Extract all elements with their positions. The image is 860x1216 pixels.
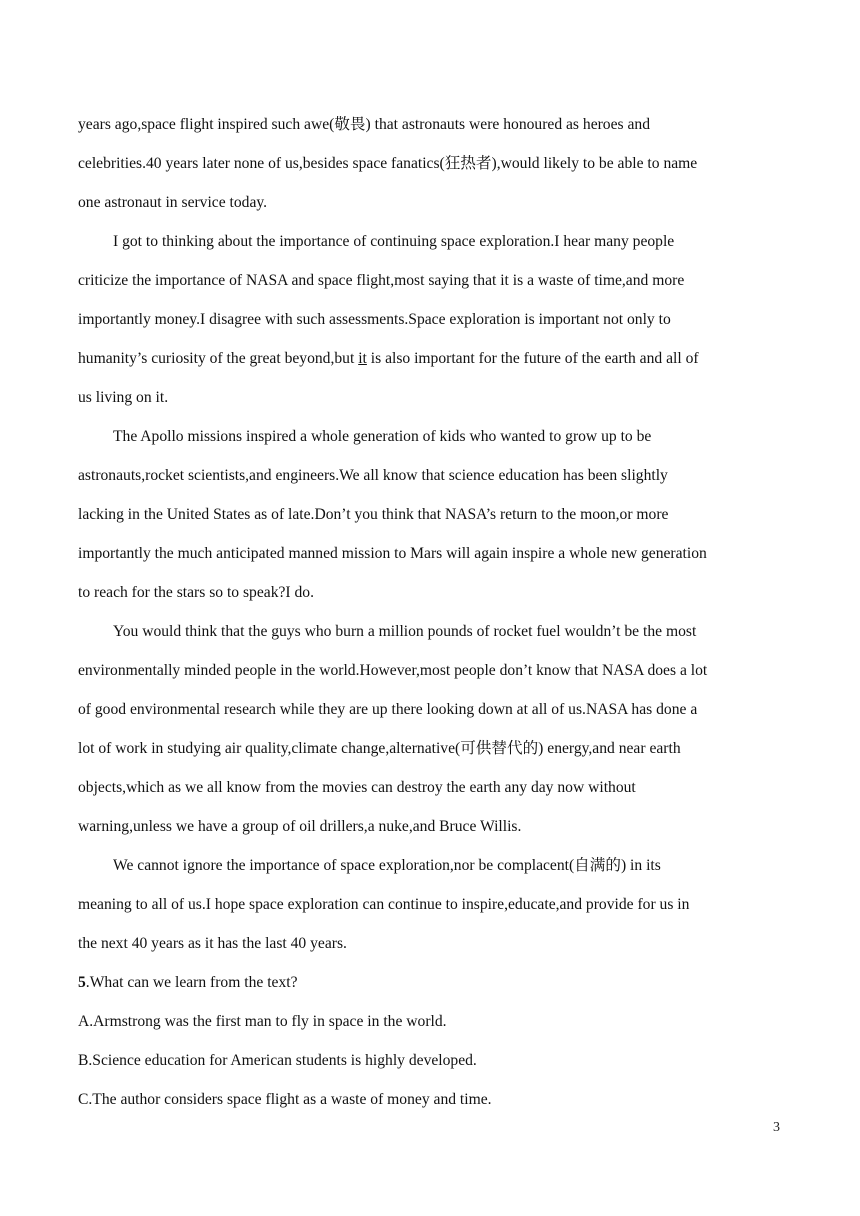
paragraph-line: astronauts,rocket scientists,and engineers.We all know that science education has been slightly	[78, 467, 668, 484]
paragraph-line: of good environmental research while they are up there looking down at all of us.NASA has done a	[78, 701, 698, 718]
paragraph-line: years ago,space flight inspired such awe(敬畏) that astronauts were honoured as heroes and	[78, 116, 651, 133]
question-option-c: C.The author considers space flight as a waste of money and time.	[78, 1091, 492, 1108]
paragraph-line: environmentally minded people in the world.However,most people don’t know that NASA does a lot	[78, 662, 708, 679]
underlined-word: it	[358, 350, 367, 367]
paragraph-line: celebrities.40 years later none of us,besides space fanatics(狂热者),would likely to be able to name	[78, 155, 698, 172]
paragraph-line: I got to thinking about the importance of continuing space exploration.I hear many people	[113, 233, 675, 250]
paragraph-line: us living on it.	[78, 389, 169, 406]
paragraph-line: importantly money.I disagree with such assessments.Space exploration is important not only to	[78, 311, 671, 328]
question-option-a: A.Armstrong was the first man to fly in space in the world.	[78, 1013, 447, 1030]
paragraph-line: importantly the much anticipated manned mission to Mars will again inspire a whole new generation	[78, 545, 707, 562]
paragraph-line: lot of work in studying air quality,climate change,alternative(可供替代的) energy,and near earth	[78, 740, 681, 757]
paragraph-line: lacking in the United States as of late.Don’t you think that NASA’s return to the moon,or more	[78, 506, 669, 523]
page-number: 3	[773, 1120, 780, 1135]
paragraph-line	[78, 339, 783, 378]
paragraph-line: You would think that the guys who burn a million pounds of rocket fuel wouldn’t be the most	[113, 623, 697, 640]
paragraph-line: We cannot ignore the importance of space exploration,nor be complacent(自满的) in its	[113, 857, 661, 874]
question-option-b: B.Science education for American students is highly developed.	[78, 1052, 477, 1069]
question-stem	[78, 963, 783, 1002]
paragraph-line: The Apollo missions inspired a whole generation of kids who wanted to grow up to be	[113, 428, 652, 445]
paragraph-line: the next 40 years as it has the last 40 years.	[78, 935, 347, 952]
paragraph-line: meaning to all of us.I hope space exploration can continue to inspire,educate,and provide for us in	[78, 896, 690, 913]
paragraph-line: objects,which as we all know from the movies can destroy the earth any day now without	[78, 779, 636, 796]
line-text: humanity’s curiosity of the great beyond,but	[78, 350, 359, 367]
paragraph-line: criticize the importance of NASA and space flight,most saying that it is a waste of time,and more	[78, 272, 685, 289]
paragraph-line: to reach for the stars so to speak?I do.	[78, 584, 314, 601]
question-number: 5	[78, 974, 86, 991]
paragraph-line: one astronaut in service today.	[78, 194, 268, 211]
line-text: is also important for the future of the earth and all of	[366, 350, 699, 367]
document-body	[78, 105, 783, 1119]
paragraph-line: warning,unless we have a group of oil drillers,a nuke,and Bruce Willis.	[78, 818, 522, 835]
question-text: .What can we learn from the text?	[85, 974, 298, 991]
